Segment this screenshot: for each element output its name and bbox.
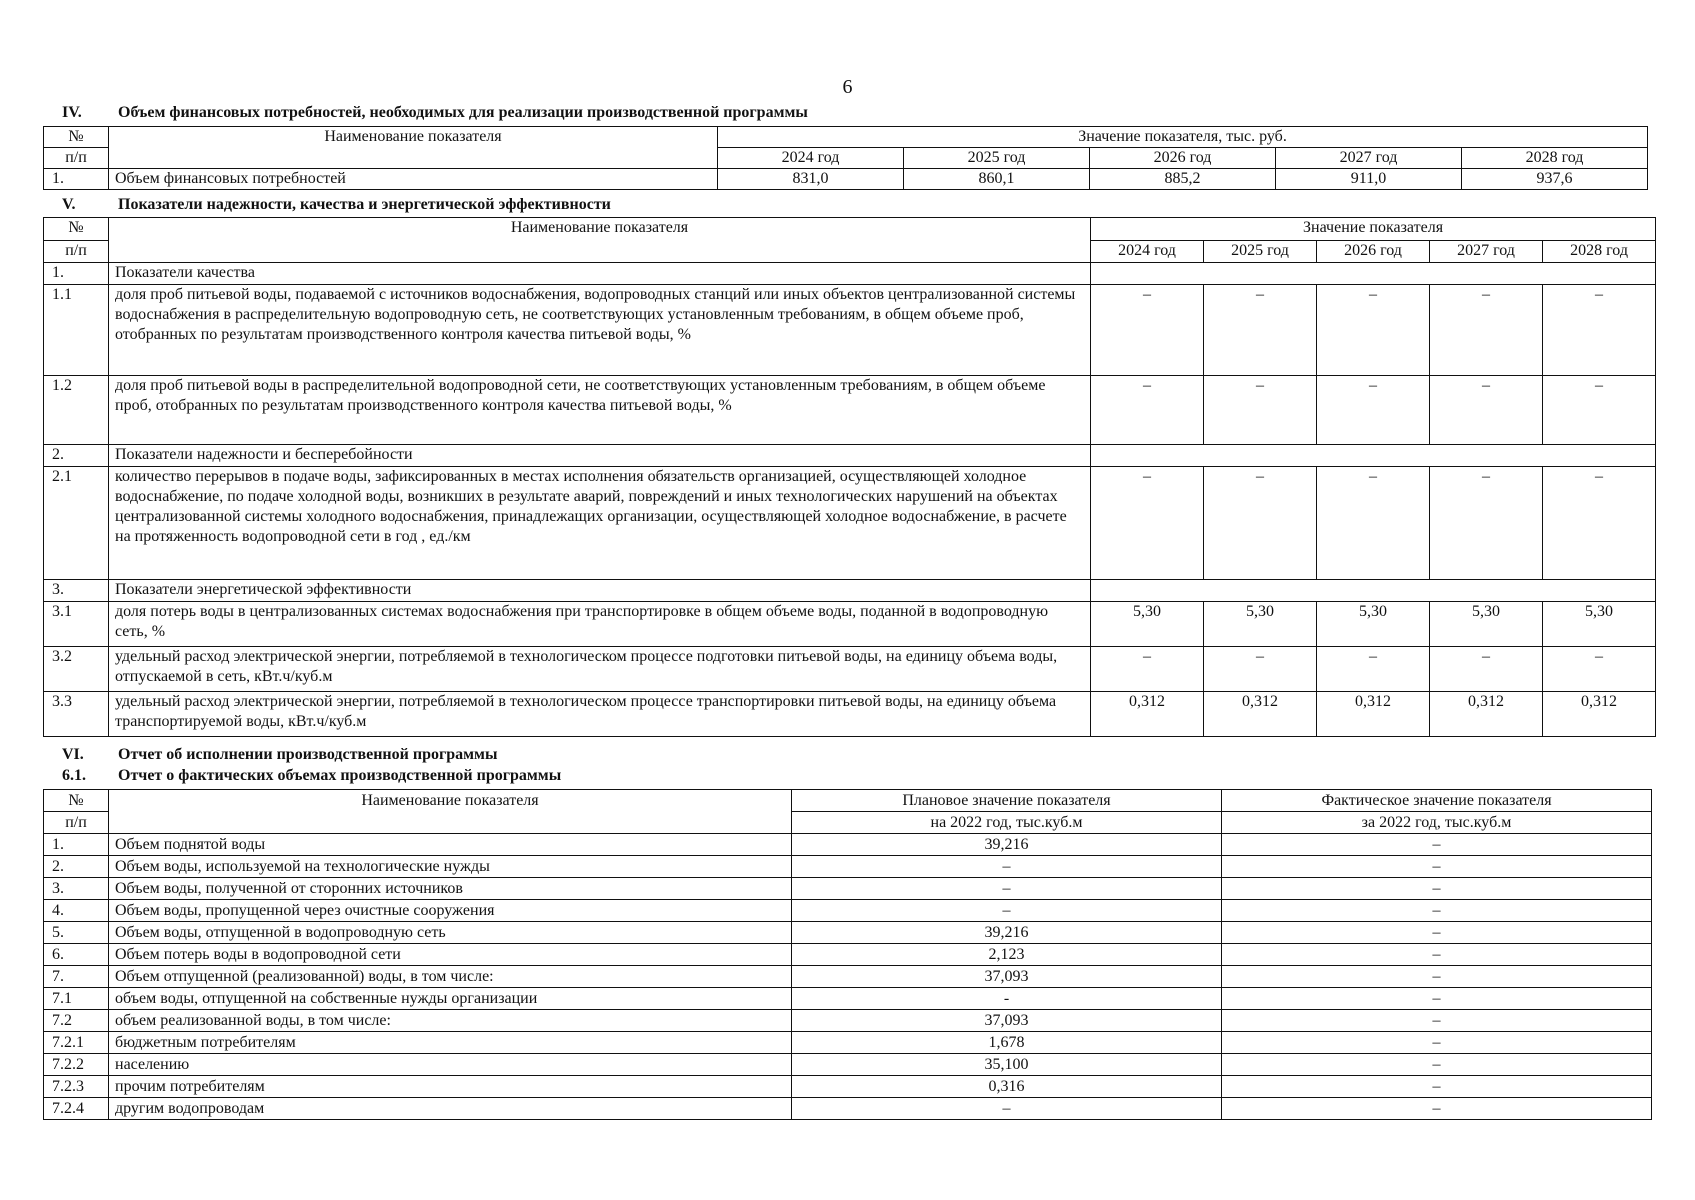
col-num-header-2: п/п bbox=[44, 241, 109, 263]
row-name: доля проб питьевой воды, подаваемой с источников водоснабжения, водопроводных станций или иных объектов централизованной системы водоснабжения в распределительную водопроводную сеть, не соответствующих установленным требованиям, в общем объеме проб, отобранных по результатам производственного контроля качества питьевой воды, % bbox=[109, 285, 1091, 376]
row-fact-value: – bbox=[1222, 878, 1652, 900]
row-plan-value: 0,316 bbox=[792, 1076, 1222, 1098]
section-4-number: IV. bbox=[62, 104, 82, 121]
row-value: – bbox=[1543, 376, 1656, 445]
row-plan-value: 37,093 bbox=[792, 1010, 1222, 1032]
table-row bbox=[44, 1010, 1652, 1032]
section-4-heading: Объем финансовых потребностей, необходимых для реализации производственной программы bbox=[118, 104, 808, 121]
row-value: 831,0 bbox=[718, 169, 904, 190]
row-name: доля потерь воды в централизованных системах водоснабжения при транспортировке в общем объеме воды, поданной в водопроводную сеть, % bbox=[109, 602, 1091, 647]
row-value: – bbox=[1204, 647, 1317, 692]
table-row bbox=[44, 834, 1652, 856]
table-row bbox=[44, 602, 1656, 647]
row-fact-value: – bbox=[1222, 856, 1652, 878]
table-row bbox=[44, 169, 1648, 190]
row-name: Объем поднятой воды bbox=[109, 834, 792, 856]
row-name: Объем финансовых потребностей bbox=[109, 169, 718, 190]
row-value: 911,0 bbox=[1276, 169, 1462, 190]
year-header: 2026 год bbox=[1317, 241, 1430, 263]
row-plan-value: 35,100 bbox=[792, 1054, 1222, 1076]
row-name: прочим потребителям bbox=[109, 1076, 792, 1098]
row-name: населению bbox=[109, 1054, 792, 1076]
row-value: – bbox=[1543, 285, 1656, 376]
row-value: 5,30 bbox=[1430, 602, 1543, 647]
financial-needs-table bbox=[43, 126, 1648, 190]
row-value: – bbox=[1543, 647, 1656, 692]
row-name: Объем воды, пропущенной через очистные сооружения bbox=[109, 900, 792, 922]
row-value: 0,312 bbox=[1317, 692, 1430, 737]
row-value: 5,30 bbox=[1317, 602, 1430, 647]
row-name: Показатели энергетической эффективности bbox=[109, 580, 1091, 602]
table-row bbox=[44, 580, 1656, 602]
year-header: 2028 год bbox=[1543, 241, 1656, 263]
row-value: – bbox=[1317, 467, 1430, 580]
row-fact-value: – bbox=[1222, 1054, 1652, 1076]
row-value: 0,312 bbox=[1091, 692, 1204, 737]
row-fact-value: – bbox=[1222, 1076, 1652, 1098]
page-number: 6 bbox=[842, 76, 853, 98]
row-number: 1.1 bbox=[44, 285, 109, 376]
row-name: объем реализованной воды, в том числе: bbox=[109, 1010, 792, 1032]
col-num-header-2: п/п bbox=[44, 148, 109, 169]
row-value: – bbox=[1204, 467, 1317, 580]
row-value: – bbox=[1091, 467, 1204, 580]
row-fact-value: – bbox=[1222, 900, 1652, 922]
row-plan-value: 1,678 bbox=[792, 1032, 1222, 1054]
row-value: – bbox=[1317, 285, 1430, 376]
table-row bbox=[44, 966, 1652, 988]
row-name: Объем воды, используемой на технологические нужды bbox=[109, 856, 792, 878]
row-number: 2. bbox=[44, 856, 109, 878]
row-name: Показатели надежности и бесперебойности bbox=[109, 445, 1091, 467]
row-name: Объем потерь воды в водопроводной сети bbox=[109, 944, 792, 966]
col-name-header: Наименование показателя bbox=[109, 127, 718, 169]
col-value-header: Значение показателя bbox=[1091, 218, 1656, 241]
row-plan-value: - bbox=[792, 988, 1222, 1010]
table-row bbox=[44, 263, 1656, 285]
row-number: 3. bbox=[44, 878, 109, 900]
row-value: – bbox=[1317, 647, 1430, 692]
section-6-1-title bbox=[62, 767, 561, 785]
year-header: 2024 год bbox=[718, 148, 904, 169]
row-value: – bbox=[1543, 467, 1656, 580]
row-plan-value: – bbox=[792, 1098, 1222, 1120]
row-value-empty bbox=[1091, 445, 1656, 467]
row-plan-value: – bbox=[792, 878, 1222, 900]
row-number: 3.2 bbox=[44, 647, 109, 692]
production-volumes-report-table bbox=[43, 789, 1652, 1120]
row-value: – bbox=[1430, 647, 1543, 692]
row-plan-value: – bbox=[792, 900, 1222, 922]
year-header: 2024 год bbox=[1091, 241, 1204, 263]
row-name: удельный расход электрической энергии, потребляемой в технологическом процессе транспортировки питьевой воды, на единицу объема транспортируемой воды, кВт.ч/куб.м bbox=[109, 692, 1091, 737]
year-header: 2025 год bbox=[1204, 241, 1317, 263]
row-number: 7.1 bbox=[44, 988, 109, 1010]
section-6-1-heading: Отчет о фактических объемах производственной программы bbox=[118, 767, 562, 784]
col-num-header: № bbox=[44, 790, 109, 812]
row-value: – bbox=[1430, 285, 1543, 376]
col-fact-header-2: за 2022 год, тыс.куб.м bbox=[1222, 812, 1652, 834]
col-plan-header-2: на 2022 год, тыс.куб.м bbox=[792, 812, 1222, 834]
row-fact-value: – bbox=[1222, 922, 1652, 944]
table-row bbox=[44, 878, 1652, 900]
row-name: объем воды, отпущенной на собственные нужды организации bbox=[109, 988, 792, 1010]
table-row bbox=[44, 988, 1652, 1010]
row-value: 860,1 bbox=[904, 169, 1090, 190]
section-6-number: VI. bbox=[62, 746, 84, 763]
col-name-header: Наименование показателя bbox=[109, 218, 1091, 263]
row-value-empty bbox=[1091, 580, 1656, 602]
col-fact-header: Фактическое значение показателя bbox=[1222, 790, 1652, 812]
table-header-row bbox=[44, 127, 1648, 148]
row-fact-value: – bbox=[1222, 1098, 1652, 1120]
row-number: 2.1 bbox=[44, 467, 109, 580]
col-num-header: № bbox=[44, 127, 109, 148]
table-row bbox=[44, 445, 1656, 467]
col-plan-header: Плановое значение показателя bbox=[792, 790, 1222, 812]
row-number: 1. bbox=[44, 169, 109, 190]
row-value: 0,312 bbox=[1204, 692, 1317, 737]
row-number: 1. bbox=[44, 263, 109, 285]
row-value: 0,312 bbox=[1543, 692, 1656, 737]
table-row bbox=[44, 922, 1652, 944]
row-fact-value: – bbox=[1222, 944, 1652, 966]
row-fact-value: – bbox=[1222, 1032, 1652, 1054]
year-header: 2025 год bbox=[904, 148, 1090, 169]
col-value-header: Значение показателя, тыс. руб. bbox=[718, 127, 1648, 148]
row-fact-value: – bbox=[1222, 966, 1652, 988]
row-value: – bbox=[1430, 467, 1543, 580]
row-plan-value: 37,093 bbox=[792, 966, 1222, 988]
row-number: 4. bbox=[44, 900, 109, 922]
section-4-title bbox=[62, 104, 808, 122]
row-value: 937,6 bbox=[1462, 169, 1648, 190]
row-name: удельный расход электрической энергии, потребляемой в технологическом процессе подготовки питьевой воды, на единицу объема воды, отпускаемой в сеть, кВт.ч/куб.м bbox=[109, 647, 1091, 692]
row-number: 7.2.3 bbox=[44, 1076, 109, 1098]
row-name: Объем отпущенной (реализованной) воды, в том числе: bbox=[109, 966, 792, 988]
row-value: – bbox=[1204, 285, 1317, 376]
col-num-header: № bbox=[44, 218, 109, 241]
section-6-1-number: 6.1. bbox=[62, 767, 86, 784]
table-row bbox=[44, 1032, 1652, 1054]
row-number: 1. bbox=[44, 834, 109, 856]
row-fact-value: – bbox=[1222, 988, 1652, 1010]
row-plan-value: 2,123 bbox=[792, 944, 1222, 966]
table-row bbox=[44, 285, 1656, 376]
row-number: 5. bbox=[44, 922, 109, 944]
table-row bbox=[44, 692, 1656, 737]
row-value-empty bbox=[1091, 263, 1656, 285]
row-plan-value: 39,216 bbox=[792, 834, 1222, 856]
row-value: 5,30 bbox=[1204, 602, 1317, 647]
row-number: 7.2.4 bbox=[44, 1098, 109, 1120]
row-number: 7.2.1 bbox=[44, 1032, 109, 1054]
row-value: 5,30 bbox=[1543, 602, 1656, 647]
table-row bbox=[44, 1076, 1652, 1098]
col-num-header-2: п/п bbox=[44, 812, 109, 834]
row-number: 3. bbox=[44, 580, 109, 602]
row-fact-value: – bbox=[1222, 1010, 1652, 1032]
table-row bbox=[44, 647, 1656, 692]
year-header: 2027 год bbox=[1430, 241, 1543, 263]
table-row bbox=[44, 900, 1652, 922]
row-value: 0,312 bbox=[1430, 692, 1543, 737]
row-number: 6. bbox=[44, 944, 109, 966]
section-6-title bbox=[62, 746, 497, 764]
row-name: Объем воды, полученной от сторонних источников bbox=[109, 878, 792, 900]
table-row bbox=[44, 1054, 1652, 1076]
row-number: 3.1 bbox=[44, 602, 109, 647]
row-number: 3.3 bbox=[44, 692, 109, 737]
row-value: – bbox=[1430, 376, 1543, 445]
section-6-heading: Отчет об исполнении производственной программы bbox=[118, 746, 498, 763]
row-number: 1.2 bbox=[44, 376, 109, 445]
table-row bbox=[44, 376, 1656, 445]
table-row bbox=[44, 1098, 1652, 1120]
row-value: – bbox=[1204, 376, 1317, 445]
row-name: другим водопроводам bbox=[109, 1098, 792, 1120]
row-name: Показатели качества bbox=[109, 263, 1091, 285]
row-number: 2. bbox=[44, 445, 109, 467]
section-5-title bbox=[62, 196, 611, 214]
col-name-header: Наименование показателя bbox=[109, 790, 792, 834]
year-header: 2026 год bbox=[1090, 148, 1276, 169]
year-header: 2027 год bbox=[1276, 148, 1462, 169]
reliability-indicators-table bbox=[43, 217, 1656, 737]
table-row bbox=[44, 467, 1656, 580]
section-5-heading: Показатели надежности, качества и энергетической эффективности bbox=[118, 196, 611, 213]
row-number: 7.2.2 bbox=[44, 1054, 109, 1076]
row-number: 7.2 bbox=[44, 1010, 109, 1032]
row-name: количество перерывов в подаче воды, зафиксированных в местах исполнения обязательств организацией, осуществляющей холодное водоснабжение, по подаче холодной воды, возникших в результате аварий, повреждений и иных технологических нарушений на объектах централизованной системы холодного водоснабжения, принадлежащих организации, осуществляющей холодное водоснабжение, в расчете на протяженность водопроводной сети в год , ед./км bbox=[109, 467, 1091, 580]
row-value: 5,30 bbox=[1091, 602, 1204, 647]
row-plan-value: – bbox=[792, 856, 1222, 878]
row-value: – bbox=[1317, 376, 1430, 445]
row-value: – bbox=[1091, 376, 1204, 445]
row-plan-value: 39,216 bbox=[792, 922, 1222, 944]
table-row bbox=[44, 856, 1652, 878]
year-header: 2028 год bbox=[1462, 148, 1648, 169]
table-row bbox=[44, 944, 1652, 966]
row-value: 885,2 bbox=[1090, 169, 1276, 190]
table-header-row bbox=[44, 790, 1652, 812]
table-header-row bbox=[44, 218, 1656, 241]
row-value: – bbox=[1091, 285, 1204, 376]
row-value: – bbox=[1091, 647, 1204, 692]
section-5-number: V. bbox=[62, 196, 76, 213]
row-name: Объем воды, отпущенной в водопроводную сеть bbox=[109, 922, 792, 944]
row-fact-value: – bbox=[1222, 834, 1652, 856]
row-number: 7. bbox=[44, 966, 109, 988]
row-name: бюджетным потребителям bbox=[109, 1032, 792, 1054]
row-name: доля проб питьевой воды в распределительной водопроводной сети, не соответствующих установленным требованиям, в общем объеме проб, отобранных по результатам производственного контроля качества питьевой воды, % bbox=[109, 376, 1091, 445]
